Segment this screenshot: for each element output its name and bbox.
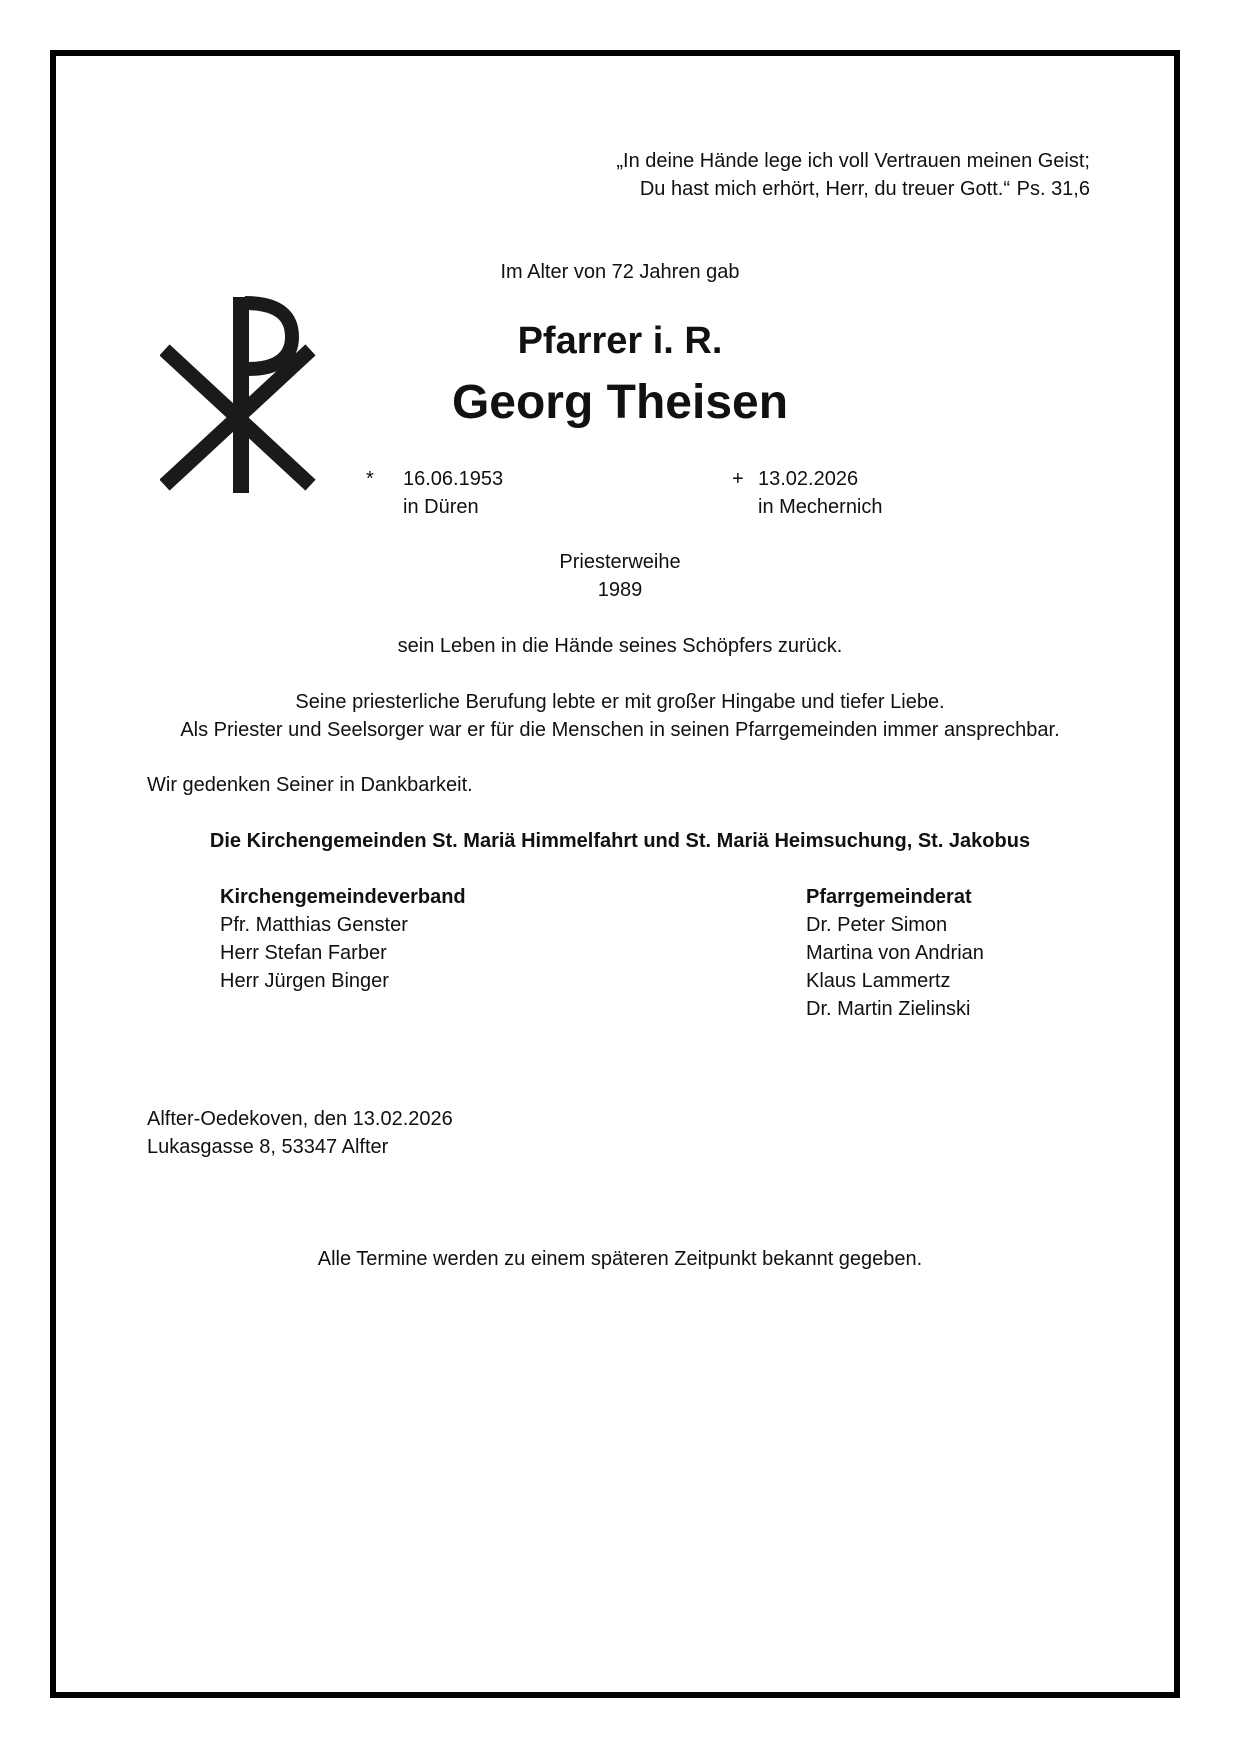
tribute-line-2: Als Priester und Seelsorger war er für die Menschen in seinen Pfarrgemeinden immer ansprechbar. <box>180 719 1060 741</box>
remembrance-text: Wir gedenken Seiner in Dankbarkeit. <box>147 774 473 796</box>
committee-right-member: Klaus Lammertz <box>806 970 951 992</box>
quote-reference: Ps. 31,6 <box>1016 178 1090 200</box>
committee-left-member: Pfr. Matthias Genster <box>220 914 408 936</box>
birth-date: 16.06.1953 <box>403 468 504 490</box>
committee-left-heading: Kirchengemeindeverband <box>220 886 466 908</box>
footer-note: Alle Termine werden zu einem späteren Zeitpunkt bekannt gegeben. <box>317 1248 923 1270</box>
committee-right-member: Dr. Peter Simon <box>806 914 948 936</box>
address: Lukasgasse 8, 53347 Alfter <box>147 1136 389 1158</box>
committee-left-member: Herr Stefan Farber <box>220 942 387 964</box>
birth-place: in Düren <box>403 496 479 518</box>
deceased-name: Georg Theisen <box>451 376 789 429</box>
deceased-title: Pfarrer i. R. <box>517 320 723 362</box>
place-date: Alfter-Oedekoven, den 13.02.2026 <box>147 1108 453 1130</box>
parishes-heading: Die Kirchengemeinden St. Mariä Himmelfahrt und St. Mariä Heimsuchung, St. Jakobus <box>209 830 1031 852</box>
committee-right-member: Martina von Andrian <box>806 942 984 964</box>
tribute-line-1: Seine priesterliche Berufung lebte er mit großer Hingabe und tiefer Liebe. <box>295 691 945 713</box>
birth-symbol: * <box>366 468 374 490</box>
committee-right-member: Dr. Martin Zielinski <box>806 998 971 1020</box>
quote-line-1: „In deine Hände lege ich voll Vertrauen meinen Geist; <box>616 150 1090 172</box>
ordination-year: 1989 <box>597 579 643 601</box>
committee-right-heading: Pfarrgemeinderat <box>806 886 972 908</box>
committee-left-member: Herr Jürgen Binger <box>220 970 389 992</box>
death-symbol: + <box>732 468 744 490</box>
death-place: in Mechernich <box>758 496 883 518</box>
quote-line-2: Du hast mich erhört, Herr, du treuer Gott.“ <box>639 178 1010 200</box>
death-date: 13.02.2026 <box>758 468 859 490</box>
outro-text: sein Leben in die Hände seines Schöpfers zurück. <box>397 635 843 657</box>
intro-text: Im Alter von 72 Jahren gab <box>500 261 740 283</box>
ordination-label: Priesterweihe <box>559 551 681 573</box>
